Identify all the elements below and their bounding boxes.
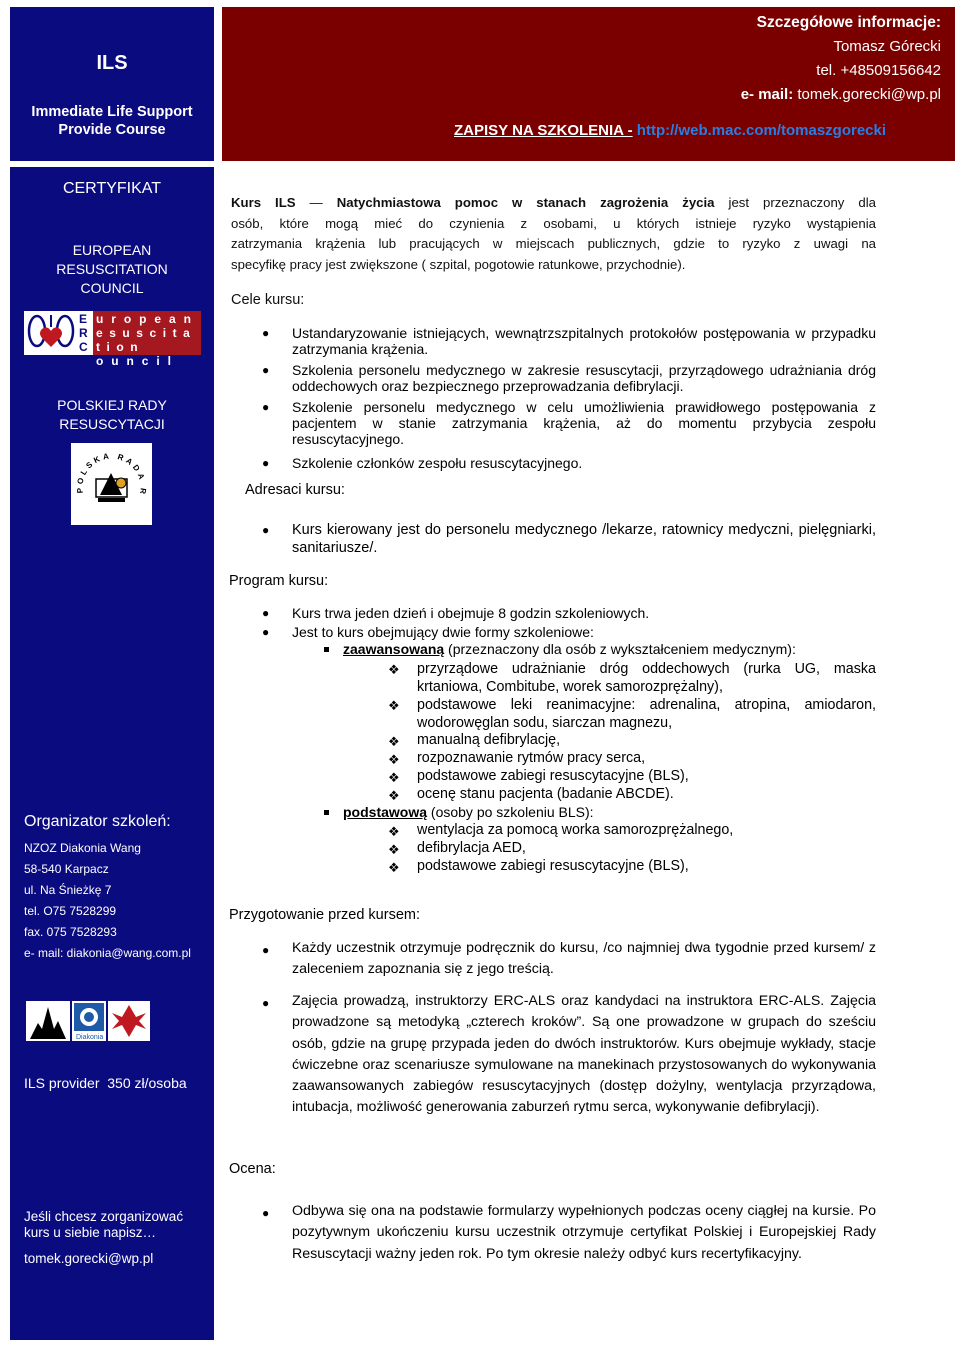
goal-item (262, 399, 876, 448)
program-text: Jest to kurs obejmujący dwie formy szkoleniowe: (292, 624, 594, 640)
organizer-line: NZOZ Diakonia Wang (24, 841, 141, 855)
goal-item (262, 325, 876, 358)
eval-item (262, 1201, 876, 1265)
erc-letter: C (79, 340, 88, 354)
diamond-bullet-icon: ❖ (388, 788, 400, 803)
erc-letter: E (79, 312, 88, 326)
bullet-icon: ● (262, 996, 270, 1010)
course-subtitle-1: Immediate Life Support (31, 104, 193, 120)
diamond-bullet-icon: ❖ (388, 770, 400, 785)
square-bullet-icon (324, 647, 329, 652)
organizer-line: tel. O75 7528299 (24, 904, 117, 918)
advanced-item: podstawowe zabiegi resuscytacyjne (BLS), (417, 768, 689, 784)
email-label: e- mail: (740, 86, 794, 103)
advanced-note: (przeznaczony dla osób z wykształceniem medycznym): (448, 641, 796, 657)
erc-word: e s u s c i t a t i o n (96, 326, 192, 354)
advanced-item: rozpoznawanie rytmów pracy serca, (417, 750, 646, 766)
prc-line-1: POLSKIEJ RADY (57, 397, 167, 413)
erc-word: o u n c i l (96, 354, 174, 368)
basic-label: podstawową (343, 804, 428, 820)
basic-row (343, 804, 594, 820)
signup-row (454, 122, 886, 139)
goal-text: Ustandaryzowanie istniejących, wewnątrzszpitalnych protokołów postępowania w przypadku zatrzymania krążenia. (292, 325, 876, 358)
contact-email[interactable]: tomek.gorecki@wp.pl (797, 86, 941, 103)
audience-text: Kurs kierowany jest do personelu medycznego /lekarze, ratownicy medyczni, pielęgniarki, sanitariusze/. (292, 522, 876, 556)
bullet-icon: ● (262, 1206, 270, 1220)
prc-logo-text: POLSKA RADA R (75, 451, 148, 498)
basic-item: podstawowe zabiegi resuscytacyjne (BLS), (417, 858, 689, 874)
audience-item (262, 521, 876, 557)
signup-label: ZAPISY NA SZKOLENIA - (454, 122, 633, 139)
advanced-item: przyrządowe udrażnianie dróg oddechowych (rurka UG, maska krtaniowa, Combitube, worek samorozprężalny), (417, 661, 876, 695)
program-item (262, 605, 876, 621)
organizer-line: 58-540 Karpacz (24, 862, 109, 876)
info-label: Szczegółowe informacje: (756, 14, 941, 31)
contact-email-row (741, 86, 941, 103)
diamond-bullet-icon: ❖ (388, 698, 400, 713)
bullet-icon: ● (262, 456, 270, 470)
prep-text: Zajęcia prowadzą, instruktorzy ERC-ALS oraz kandydaci na instruktora ERC-ALS. Zajęcia prowadzone są metodyką „czterech kroków”. Są one prowadzone w grupach do sześciu osób, gdzie na grupę przypada jeden do dwóch instruktorów. Kurs obejmuje wykłady, stacje ćwiczebne oraz scenariusze symulowane na manekinach przystosowanych do wykonywania zaawansowanych zabiegów resuscytacyjnych (dostęp dożylny, wentylacja przyrządowa, intubacja, możliwość generowania zaburzeń rytmu serca, wykonywanie defibrylacji). (292, 993, 876, 1116)
diamond-bullet-icon: ❖ (388, 860, 400, 875)
course-subtitle-2: Provide Course (58, 122, 166, 138)
diamond-bullet-icon: ❖ (388, 842, 400, 857)
sidebar-footer-email[interactable]: tomek.gorecki@wp.pl (24, 1251, 154, 1266)
price-label: ILS provider 350 zł/osoba (24, 1075, 187, 1091)
advanced-row (343, 641, 796, 657)
goal-item (262, 455, 876, 471)
goal-text: Szkolenie członków zespołu resuscytacyjnego. (292, 455, 583, 471)
intro-bold: Kurs ILS (231, 195, 296, 210)
diakonia-logo (26, 1001, 150, 1041)
goals-heading: Cele kursu: (231, 292, 305, 308)
sidebar-footer-line-2: kurs u siebie napisz… (24, 1225, 157, 1240)
goal-item (262, 362, 876, 395)
header-banner (222, 7, 955, 161)
prep-item (262, 938, 876, 981)
organizer-line: ul. Na Śnieżkę 7 (24, 883, 112, 897)
prc-line-2: RESUSCYTACJI (59, 416, 165, 432)
erc-line-3: COUNCIL (80, 280, 144, 296)
intro-line: specyfikę pracy jest zwiększone ( szpital, pogotowie ratunkowe, przychodnie). (231, 256, 686, 272)
prep-text: Każdy uczestnik otrzymuje podręcznik do kursu, /co najmniej dwa tygodnie przed kursem/ z zaleceniem zapoznania się z jego treścią. (292, 940, 876, 978)
erc-letter: R (79, 326, 88, 340)
intro-line: osób, które mogą mieć do czynienia z osobami, u których istnieje ryzyko wystąpienia (231, 215, 876, 231)
erc-word: u r o p e a n (96, 312, 194, 326)
program-text: Kurs trwa jeden dzień i obejmuje 8 godzin szkoleniowych. (292, 605, 650, 621)
organizer-line: fax. 075 7528293 (24, 925, 117, 939)
advanced-label: zaawansowaną (343, 641, 445, 657)
sidebar-title-block (10, 7, 214, 161)
program-item (262, 624, 876, 640)
heart-lungs-icon (24, 311, 78, 355)
diamond-bullet-icon: ❖ (388, 752, 400, 767)
audience-heading: Adresaci kursu: (245, 482, 345, 498)
organizer-email[interactable]: e- mail: diakonia@wang.com.pl (24, 946, 191, 960)
diakonia-logo-text: Diakonia (76, 1034, 104, 1041)
bullet-icon: ● (262, 943, 270, 957)
eval-heading: Ocena: (229, 1161, 276, 1177)
erc-line-1: EUROPEAN (72, 242, 152, 258)
program-heading: Program kursu: (229, 573, 329, 589)
sidebar-footer-line-1: Jeśli chcesz zorganizować (24, 1209, 184, 1224)
bullet-icon: ● (262, 523, 270, 537)
basic-note: (osoby po szkoleniu BLS): (430, 804, 594, 820)
diamond-bullet-icon: ❖ (388, 734, 400, 749)
intro-text: jest przeznaczony dla (728, 195, 876, 210)
goal-text: Szkolenia personelu medycznego w zakresie resuscytacji, przyrządowego udrażniania dróg oddechowych oraz bezpiecznego przeprowadzania defibrylacji. (292, 362, 876, 395)
prep-heading: Przygotowanie przed kursem: (229, 907, 420, 923)
goal-text: Szkolenie personelu medycznego w celu umożliwienia prawidłowego postępowania z pacjentem w stanie zatrzymania krążenia, aż do momentu przybycia zespołu resuscytacyjnego. (292, 399, 876, 448)
contact-phone: tel. +48509156642 (816, 62, 941, 79)
prc-logo (71, 443, 152, 525)
bullet-icon: ● (262, 625, 270, 639)
contact-name: Tomasz Górecki (833, 38, 941, 55)
certificate-label: CERTYFIKAT (62, 180, 162, 197)
bullet-icon: ● (262, 363, 270, 377)
bullet-icon: ● (262, 326, 270, 340)
bullet-icon: ● (262, 606, 270, 620)
diamond-bullet-icon: ❖ (388, 662, 400, 677)
intro-paragraph (231, 193, 876, 275)
diamond-bullet-icon: ❖ (388, 824, 400, 839)
advanced-item: ocenę stanu pacjenta (badanie ABCDE). (417, 786, 674, 802)
bullet-icon: ● (262, 400, 270, 414)
organizer-heading: Organizator szkoleń: (24, 813, 171, 830)
course-title: ILS (96, 52, 128, 74)
erc-logo (24, 311, 201, 368)
signup-link[interactable]: http://web.mac.com/tomaszgorecki (636, 122, 887, 139)
intro-line: Kurs ILS — Natychmiastowa pomoc w stanach zagrożenia życia jest przeznaczony dla (231, 195, 876, 210)
erc-line-2: RESUSCITATION (56, 261, 168, 277)
square-bullet-icon (324, 810, 329, 815)
prep-item (262, 991, 876, 1119)
intro-line: zatrzymania krążenia lub pracujących w miejscach publicznych, gdzie to ryzyko z uwagi na (231, 236, 876, 251)
advanced-item: podstawowe leki reanimacyjne: adrenalina, atropina, amiodaron, wodorowęglan sodu, siarczan magnezu, (417, 697, 876, 731)
advanced-item: manualną defibrylację, (417, 732, 561, 748)
basic-item: wentylacja za pomocą worka samorozprężalnego, (417, 822, 734, 838)
intro-bold: Natychmiastowa pomoc w stanach zagrożenia życia (336, 195, 715, 210)
basic-item: defibrylacja AED, (417, 840, 526, 856)
eval-text: Odbywa się ona na podstawie formularzy wypełnionych podczas oceny ciągłej na kursie. Po pozytywnym ukończeniu kursu uczestnik otrzymuje certyfikat Polskiej i Europejskiej Rady Resuscytacji ważny jeden rok. Po tym okresie należy odbyć kurs recertyfikacyjny. (292, 1203, 876, 1262)
